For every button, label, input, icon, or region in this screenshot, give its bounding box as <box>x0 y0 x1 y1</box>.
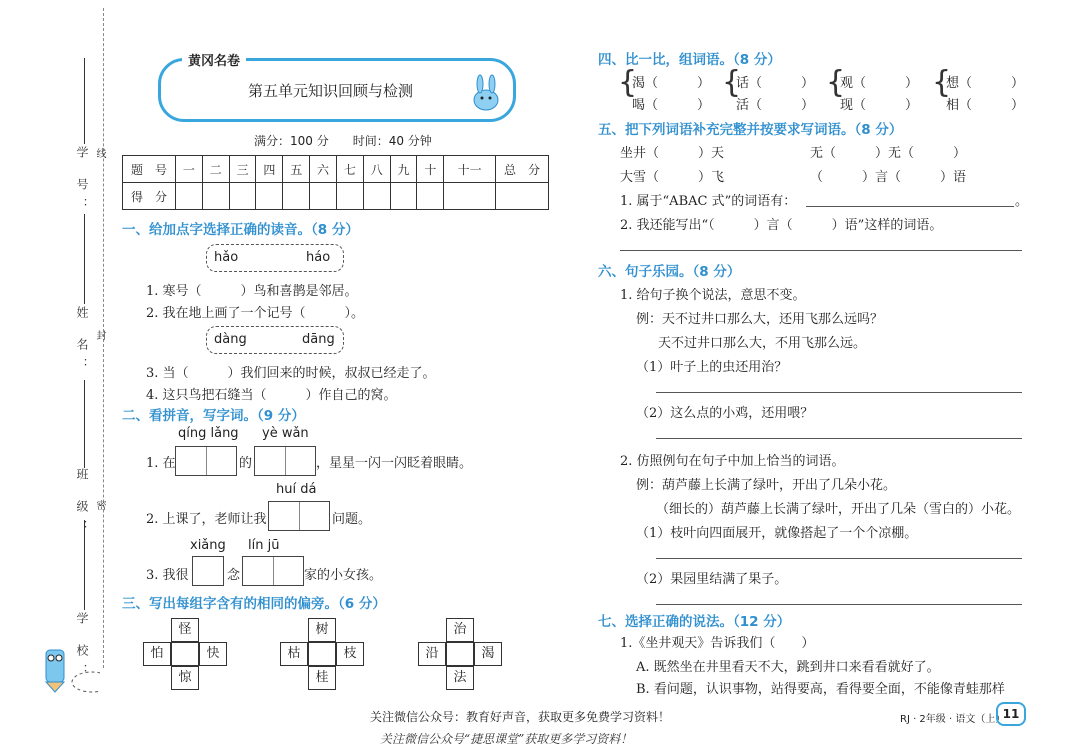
answer-line[interactable] <box>806 206 1014 207</box>
score-header-cell: 十 <box>417 156 444 183</box>
score-header-cell: 七 <box>336 156 363 183</box>
page-number: 11 <box>996 702 1026 726</box>
score-cell[interactable] <box>444 183 496 210</box>
question-text: 3. 当（ ）我们回来的时候，叔叔已经走了。 <box>146 366 436 381</box>
brace: { <box>722 65 742 100</box>
footer-wechat: 关注微信公众号：教育好声音，获取更多免费学习资料！ <box>370 710 671 724</box>
write-grid[interactable] <box>192 556 224 586</box>
class-label: 班 级： <box>75 468 89 540</box>
pinyin-option: dàng <box>214 332 247 347</box>
pinyin-option: hǎo <box>214 250 239 265</box>
compare-word: 观（ ） <box>840 76 919 91</box>
score-row-label: 得 分 <box>123 183 176 210</box>
page-title: 第五单元知识回顾与检测 <box>248 82 414 100</box>
answer-line[interactable] <box>656 438 1022 439</box>
example-text: （细长的）葫芦藤上长满了绿叶，开出了几朵（雪白的）小花。 <box>656 502 1021 517</box>
score-cell[interactable] <box>390 183 417 210</box>
question-text: 4. 这只鸟把石缝当（ ）作自己的窝。 <box>146 388 397 403</box>
cross-char-bottom: 桂 <box>308 666 336 690</box>
score-cell[interactable] <box>310 183 337 210</box>
question-text: 念 <box>227 568 241 583</box>
question-text: 的 <box>239 456 253 471</box>
write-grid[interactable] <box>254 446 316 476</box>
score-header-cell: 题 号 <box>123 156 176 183</box>
section-3-title: 三、写出每组字含有的相同的偏旁。（6 分） <box>122 596 386 612</box>
score-cell[interactable] <box>176 183 203 210</box>
compare-word: 渴（ ） <box>632 76 711 91</box>
idiom-fill: 大雪（ ）飞 <box>620 170 725 185</box>
student-id-line <box>84 58 85 144</box>
score-header-cell: 六 <box>310 156 337 183</box>
compare-word: 现（ ） <box>840 98 919 113</box>
idiom-fill: 坐井（ ）天 <box>620 146 725 161</box>
school-label: 学 校： <box>75 612 89 684</box>
example-text: 例：天不过井口那么大，还用飞那么远吗？ <box>636 312 884 327</box>
option-b: B. 看问题，认识事物，站得要高，看得要全面，不能像青蛙那样 <box>636 682 1005 697</box>
option-a: A. 既然坐在井里看天不大，跳到井口来看看就好了。 <box>636 660 940 675</box>
example-text: 天不过井口那么大，不用飞那么远。 <box>658 336 867 351</box>
answer-line[interactable] <box>656 604 1022 605</box>
cross-center-answer[interactable] <box>171 642 199 666</box>
question-text: 家的小女孩。 <box>304 568 383 583</box>
score-cell[interactable] <box>417 183 444 210</box>
seal-mark-secret: 密 <box>94 500 105 518</box>
brace: { <box>826 65 846 100</box>
answer-line[interactable] <box>620 250 1022 251</box>
score-cell[interactable] <box>283 183 310 210</box>
example-text: 例：葫芦藤上长满了绿叶，开出了几朵小花。 <box>636 478 897 493</box>
question-text: 1.《坐井观天》告诉我们（ ） <box>620 636 815 651</box>
answer-line[interactable] <box>656 392 1022 393</box>
score-header-cell: 三 <box>229 156 256 183</box>
question-text: ，星星一闪一闪眨着眼睛。 <box>316 456 473 471</box>
footer-book-info: RJ · 2年级 · 语文（上） <box>900 714 1006 725</box>
question-text: 2. 我在地上画了一个记号（ ）。 <box>146 306 365 321</box>
pinyin-option: háo <box>306 250 331 265</box>
question-text: 1. 寒号（ ）鸟和喜鹊是邻居。 <box>146 284 358 299</box>
exam-meta: 满分：100 分 时间：40 分钟 <box>254 134 432 148</box>
section-7-title: 七、选择正确的说法。（12 分） <box>598 614 791 630</box>
section-1-title: 一、给加点字选择正确的读音。（8 分） <box>122 222 359 238</box>
brace: { <box>932 65 952 100</box>
pinyin-prompt: xiǎng <box>190 538 226 553</box>
score-header-cell: 十一 <box>444 156 496 183</box>
compare-word: 相（ ） <box>946 98 1025 113</box>
compare-word: 活（ ） <box>736 98 815 113</box>
score-header-cell: 五 <box>283 156 310 183</box>
cross-char-right: 快 <box>199 642 227 666</box>
school-line <box>84 520 85 610</box>
pencil-mascot-icon <box>40 644 100 694</box>
cross-center-answer[interactable] <box>446 642 474 666</box>
score-header-cell: 八 <box>363 156 390 183</box>
score-table <box>122 155 549 210</box>
cross-char-top: 树 <box>308 618 336 642</box>
question-text: 问题。 <box>332 512 372 527</box>
compare-word: 喝（ ） <box>632 98 711 113</box>
section-5-title: 五、把下列词语补充完整并按要求写词语。（8 分） <box>598 122 903 138</box>
pinyin-prompt: lín jū <box>248 538 280 553</box>
score-header-cell: 九 <box>390 156 417 183</box>
question-text: 1. 属于“ABAC 式”的词语有： <box>620 194 797 209</box>
name-label: 姓 名： <box>75 306 89 378</box>
cross-char-left: 怕 <box>143 642 171 666</box>
score-cell[interactable] <box>336 183 363 210</box>
cross-char-left: 枯 <box>280 642 308 666</box>
class-line <box>84 380 85 468</box>
cross-char-bottom: 惊 <box>171 666 199 690</box>
write-grid[interactable] <box>242 556 304 586</box>
footer-watermark: 关注微信公众号“捷思课堂”获取更多学习资料！ <box>380 732 633 746</box>
question-text: 1. 在 <box>146 456 176 471</box>
cross-char-bottom: 法 <box>446 666 474 690</box>
pinyin-prompt: qíng lǎng <box>178 426 239 441</box>
cross-char-top: 治 <box>446 618 474 642</box>
cross-char-right: 枝 <box>336 642 364 666</box>
idiom-fill: 无（ ）无（ ） <box>810 146 967 161</box>
cross-char-left: 沿 <box>418 642 446 666</box>
seal-mark-line: 线 <box>94 148 105 166</box>
question-text: 2. 上课了，老师让我 <box>146 512 267 527</box>
compare-word: 话（ ） <box>736 76 815 91</box>
score-cell[interactable] <box>202 183 229 210</box>
question-end: 。 <box>1015 194 1029 209</box>
answer-line[interactable] <box>656 558 1022 559</box>
score-cell[interactable] <box>229 183 256 210</box>
idiom-fill: （ ）言（ ）语 <box>810 170 967 185</box>
write-grid[interactable] <box>268 501 330 531</box>
question-text: 3. 我很 <box>146 568 189 583</box>
section-4-title: 四、比一比，组词语。（8 分） <box>598 52 781 68</box>
question-text: （2）果园里结满了果子。 <box>636 572 788 587</box>
score-header-cell: 二 <box>202 156 229 183</box>
cross-center-answer[interactable] <box>308 642 336 666</box>
pinyin-prompt: huí dá <box>276 482 317 497</box>
section-6-title: 六、句子乐园。（8 分） <box>598 264 741 280</box>
score-header-cell: 总 分 <box>496 156 549 183</box>
pinyin-option: dāng <box>302 332 335 347</box>
compare-word: 想（ ） <box>946 76 1025 91</box>
cross-char-top: 怪 <box>171 618 199 642</box>
section-2-title: 二、看拼音，写字词。（9 分） <box>122 408 305 424</box>
question-text: （2）这么点的小鸡，还用喂？ <box>636 406 814 421</box>
score-cell[interactable] <box>363 183 390 210</box>
seal-mark-seal: 封 <box>94 330 105 348</box>
question-text: 2. 我还能写出“（ ）言（ ）语”这样的词语。 <box>620 218 943 233</box>
question-text: （1）叶子上的虫还用治？ <box>636 360 788 375</box>
brand-logo: 黄冈名卷 <box>182 50 246 69</box>
brace: { <box>618 65 638 100</box>
cross-char-right: 渴 <box>474 642 502 666</box>
name-line <box>84 214 85 304</box>
student-id-label: 学 号： <box>75 146 89 218</box>
question-text: 2. 仿照例句在句子中加上恰当的词语。 <box>620 454 845 469</box>
write-grid[interactable] <box>175 446 237 476</box>
score-cell[interactable] <box>496 183 549 210</box>
score-header-cell: 一 <box>176 156 203 183</box>
question-text: （1）枝叶向四面展开，就像搭起了一个个凉棚。 <box>636 526 918 541</box>
score-cell[interactable] <box>256 183 283 210</box>
score-header-cell: 四 <box>256 156 283 183</box>
rabbit-mascot-icon <box>462 74 508 114</box>
question-text: 1. 给句子换个说法，意思不变。 <box>620 288 806 303</box>
pinyin-prompt: yè wǎn <box>262 426 309 441</box>
